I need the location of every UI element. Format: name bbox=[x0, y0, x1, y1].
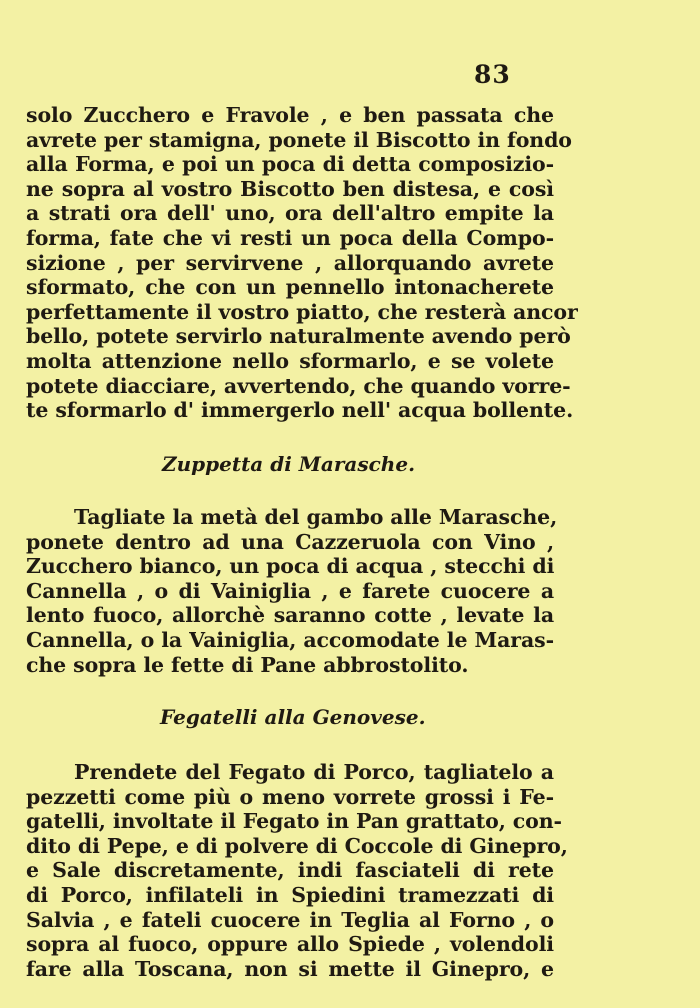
text-line: lento fuoco, allorchè saranno cotte , levate la bbox=[26, 603, 554, 628]
paragraph-zuppetta bbox=[26, 505, 558, 677]
text-line: pezzetti come più o meno vorrete grossi i Fe- bbox=[26, 784, 554, 809]
text-line: sformato, che con un pennello intonacherete bbox=[26, 275, 554, 300]
paragraph-continued bbox=[26, 103, 578, 423]
text-line: te sformarlo d' immergerlo nell' acqua bollente. bbox=[26, 398, 574, 423]
text-line: Cannella, o la Vainiglia, accomodate le Maras- bbox=[26, 627, 554, 652]
text-line: sizione , per servirvene , allorquando avrete bbox=[26, 250, 554, 275]
text-line: alla Forma, e poi un poca di detta composizio- bbox=[26, 152, 554, 177]
page-number: 83 bbox=[474, 60, 511, 89]
text-line: che sopra le fette di Pane abbrostolito. bbox=[26, 652, 469, 677]
text-line: bello, potete servirlo naturalmente avendo però bbox=[26, 324, 571, 349]
text-line: e Sale discretamente, indi fasciateli di rete bbox=[26, 858, 554, 883]
text-line: forma, fate che vi resti un poca della Compo- bbox=[26, 225, 554, 250]
text-line: Salvia , e fateli cuocere in Teglia al Forno , o bbox=[26, 907, 554, 932]
text-line: sopra al fuoco, oppure allo Spiede , volendoli bbox=[26, 932, 554, 957]
recipe-heading-fegatelli: Fegatelli alla Genovese. bbox=[160, 705, 426, 729]
text-line: dito di Pepe, e di polvere di Coccole di Ginepro, bbox=[26, 833, 568, 858]
text-line: potete diacciare, avvertendo, che quando vorre- bbox=[26, 373, 571, 398]
text-line: fare alla Toscana, non si mette il Ginepro, e bbox=[26, 956, 554, 981]
text-line: gatelli, involtate il Fegato in Pan grattato, con- bbox=[26, 809, 562, 834]
text-line: ne sopra al vostro Biscotto ben distesa, e così bbox=[26, 176, 554, 201]
text-line: molta attenzione nello sformarlo, e se volete bbox=[26, 348, 554, 373]
text-line: Prendete del Fegato di Porco, tagliatelo a bbox=[74, 760, 554, 784]
text-line: avrete per stamigna, ponete il Biscotto in fondo bbox=[26, 127, 572, 152]
text-line: Cannella , o di Vainiglia , e farete cuocere a bbox=[26, 578, 554, 603]
text-line: di Porco, infilateli in Spiedini tramezzati di bbox=[26, 882, 554, 907]
text-line: perfettamente il vostro piatto, che resterà ancor bbox=[26, 299, 578, 324]
text-line: ponete dentro ad una Cazzeruola con Vino , bbox=[26, 529, 554, 554]
recipe-heading-zuppetta: Zuppetta di Marasche. bbox=[162, 452, 416, 476]
text-line: Zucchero bianco, un poca di acqua , stecchi di bbox=[26, 554, 555, 579]
text-line: solo Zucchero e Fravole , e ben passata che bbox=[26, 103, 554, 127]
text-line: Tagliate la metà del gambo alle Marasche, bbox=[74, 505, 558, 529]
text-line: a strati ora dell' uno, ora dell'altro empite la bbox=[26, 201, 554, 226]
paragraph-fegatelli bbox=[26, 760, 568, 981]
